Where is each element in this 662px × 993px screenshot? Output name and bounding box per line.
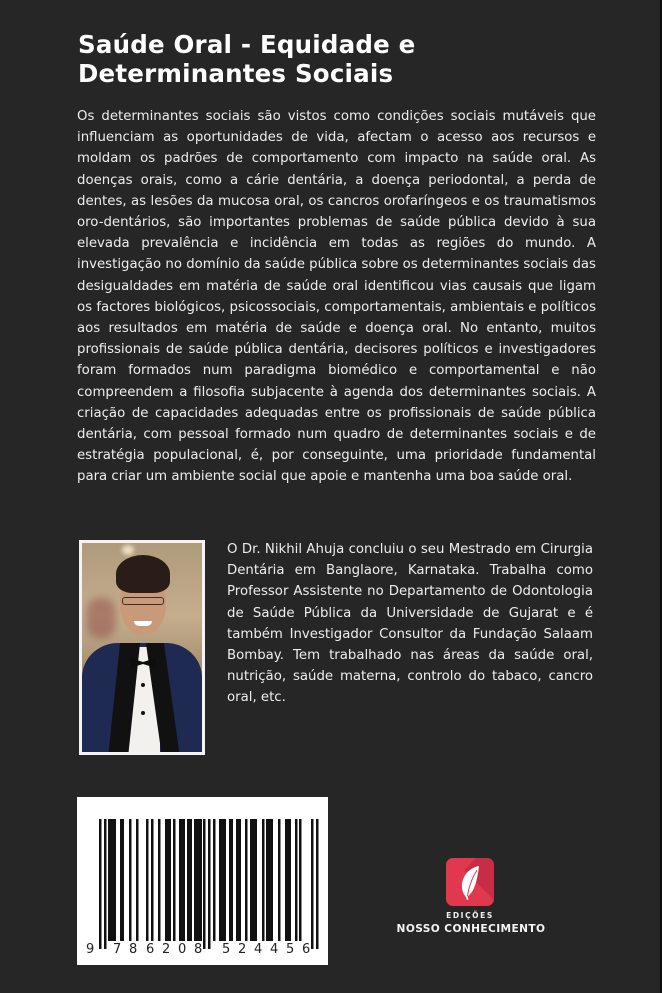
isbn-digit: 9 bbox=[86, 942, 95, 957]
isbn-digit: 7 bbox=[113, 942, 122, 957]
publisher-logo bbox=[446, 858, 494, 906]
book-description: Os determinantes sociais são vistos como condições sociais mutáveis que influenciam as oportunidades de vida, afectam o acesso aos recursos e moldam os padrões de comportamento com impacto na saúde oral. As doenças orais, como a cárie dentária, a doença periodontal, a perda de dentes, as lesões da mucosa oral, os cancros orofaríngeos e os traumatismos oro-dentários, são importantes problemas de saúde pública devido à sua elevada prevalência e incidência em todas as regiões do mundo. A investigação no domínio da saúde pública sobre os determinantes sociais das desigualdades em matéria de saúde oral identificou vias causais que ligam os factores biológicos, psicossociais, comportamentais, ambientais e políticos aos resultados em matéria de saúde e doença oral. No entanto, muitos profissionais de saúde pública dentária, decisores políticos e investigadores foram formados num paradigma biomédico e comportamental e não compreendem a filosofia subjacente à agenda dos determinantes sociais. A criação de capacidades adequadas entre os profissionais de saúde pública dentária, com pessoal formado num quadro de determinantes sociais e de estratégia populacional, é, por conseguinte, uma prioridade fundamental para criar um ambiente social que apoie e mantenha uma boa saúde oral. bbox=[77, 109, 596, 485]
isbn-digit: 4 bbox=[254, 942, 263, 957]
isbn-digit: 8 bbox=[194, 942, 203, 957]
author-photo-frame bbox=[79, 540, 205, 755]
isbn-digit: 2 bbox=[238, 942, 247, 957]
isbn-digit: 6 bbox=[146, 942, 155, 957]
isbn-digit: 8 bbox=[129, 942, 138, 957]
author-bio: O Dr. Nikhil Ahuja concluiu o seu Mestrado em Cirurgia Dentária em Banglaore, Karnataka. Trabalha como Professor Assistente no Departamento de Odontologia de Saúde Pública da Universidade de Gujarat e é também Investigador Consultor da Fundação Salaam Bombay. Tem trabalhado nas áreas da saúde oral, nutrição, saúde materna, controlo do tabaco, cancro oral, etc. bbox=[227, 542, 593, 706]
book-title: Saúde Oral - Equidade e Determinantes Sociais bbox=[78, 30, 416, 88]
barcode-icon bbox=[77, 797, 328, 965]
isbn-barcode bbox=[77, 797, 328, 965]
isbn-digit: 2 bbox=[162, 942, 171, 957]
isbn-digit: 6 bbox=[302, 942, 311, 957]
isbn-digit: 5 bbox=[286, 942, 295, 957]
author-photo bbox=[82, 543, 202, 752]
publisher-name: NOSSO CONHECIMENTO bbox=[396, 923, 546, 935]
publisher-label-editions: EDIÇÕES bbox=[446, 911, 494, 920]
feather-icon bbox=[446, 858, 494, 906]
isbn-digit: 4 bbox=[270, 942, 279, 957]
isbn-digit: 0 bbox=[178, 942, 187, 957]
isbn-digit: 5 bbox=[222, 942, 231, 957]
